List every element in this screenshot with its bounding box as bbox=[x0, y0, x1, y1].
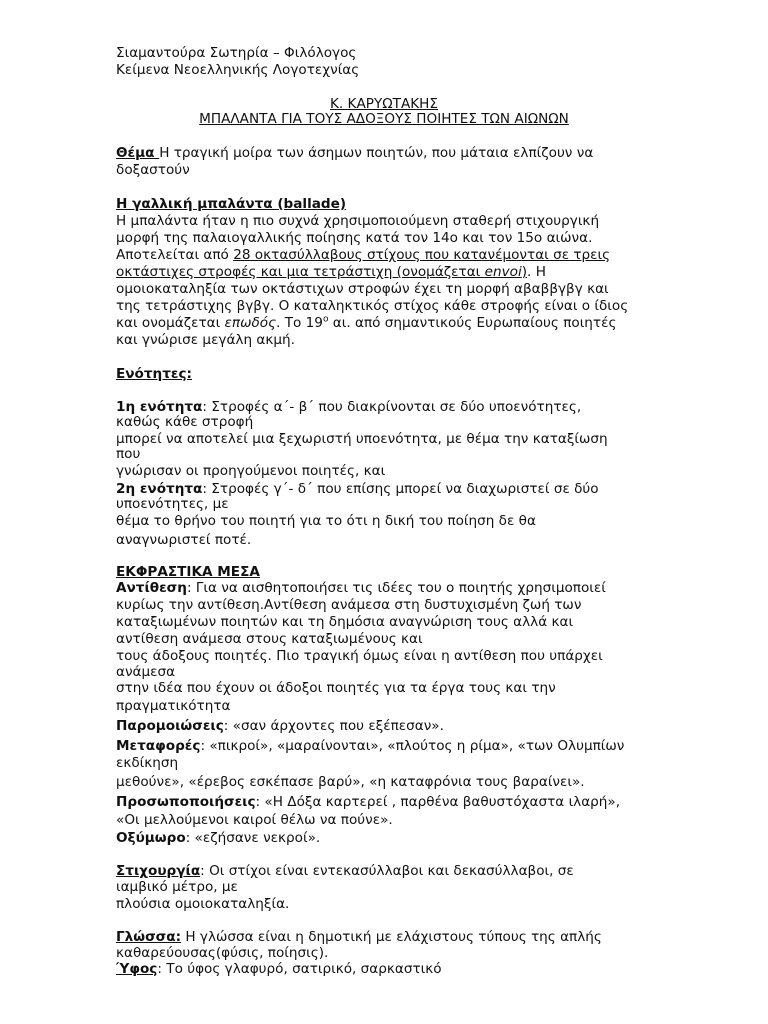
ballade-line-8: και γνώρισε μεγάλη ακμή. bbox=[116, 332, 295, 348]
metaphor-line-2: εκδίκηση bbox=[116, 755, 179, 771]
simile-text: : «σαν άρχοντες που εξέπεσαν». bbox=[223, 718, 444, 734]
ballade-line-3 bbox=[116, 247, 610, 264]
metaphor-line-1 bbox=[116, 738, 624, 755]
language-text-1: Η γλώσσα είναι η δημοτική με ελάχιστους τύπους της απλής bbox=[181, 929, 602, 945]
personification-line-2: «Οι μελλούμενοι καιροί θέλω να πούνε». bbox=[116, 812, 393, 828]
verse-line-3: πλούσια ομοιοκαταληξία. bbox=[116, 896, 290, 912]
metaphor-text-1: : «πικροί», «μαραίνονται», «πλούτος η ρίμα», «των Ολυμπίων bbox=[200, 738, 625, 754]
ballade-line-4a: οκτάστιχες στροφές και μια τετράστιχη (ονομάζεται bbox=[116, 264, 485, 280]
poem-title: ΜΠΑΛΑΝΤΑ ΓΙΑ ΤΟΥΣ ΑΔΟΞΟΥΣ ΠΟΙΗΤΕΣ ΤΩΝ ΑΙΩΝΩΝ bbox=[199, 111, 569, 127]
ballade-line-3a: Αποτελείται από bbox=[116, 247, 234, 263]
ballade-line-4c: ) bbox=[521, 264, 528, 280]
ballade-line-4b: envoi bbox=[484, 264, 522, 280]
verse-text-1: : Οι στίχοι είναι εντεκασύλλαβοι και δεκασύλλαβοι, σε bbox=[200, 863, 574, 879]
personification-line-1 bbox=[116, 794, 620, 811]
language-line-1 bbox=[116, 929, 602, 946]
verse-line-2: ιαμβικό μέτρο, με bbox=[116, 879, 238, 895]
antithesis-line-8: πραγματικότητα bbox=[116, 698, 231, 714]
ballade-line-1: Η μπαλάντα ήταν η πιο συχνά χρησιμοποιούμενη σταθερή στιχουργική bbox=[116, 213, 600, 229]
ballade-line-7c: . Το 19 bbox=[276, 315, 323, 331]
antithesis-line-1 bbox=[116, 580, 606, 597]
oxymoron-label: Οξύμωρο bbox=[116, 830, 186, 846]
personification-label: Προσωποποιήσεις bbox=[116, 794, 256, 810]
unit2-line-4: αναγνωριστεί ποτέ. bbox=[116, 532, 252, 548]
unit1-label: 1η ενότητα bbox=[116, 399, 203, 415]
ballade-line-3b: 28 οκτασύλλαβους στίχους που κατανέμονται σε τρεις bbox=[233, 247, 611, 263]
unit1-line-4: που bbox=[116, 446, 141, 462]
ballade-line-4 bbox=[116, 264, 546, 281]
antithesis-line-6: ανάμεσα bbox=[116, 664, 176, 680]
verse-line-1 bbox=[116, 863, 574, 880]
unit1-line-2: καθώς κάθε στροφή bbox=[116, 414, 254, 430]
unit2-label: 2η ενότητα bbox=[116, 481, 203, 497]
ballade-line-2: μορφή της παλαιογαλλικής ποίησης κατά τον 14ο και τον 15ο αιώνα. bbox=[116, 230, 593, 246]
author-line: Σιαμαντούρα Σωτηρία – Φιλόλογος bbox=[116, 45, 357, 61]
ballade-line-7b: επωδός bbox=[224, 315, 277, 331]
personification-text-1: : «Η Δόξα καρτερεί , παρθένα βαθυστόχαστα ιλαρή», bbox=[255, 794, 621, 810]
theme-text-1: Η τραγική μοίρα των άσημων ποιητών, που μάταια ελπίζουν να bbox=[159, 145, 594, 161]
style-line bbox=[116, 961, 442, 978]
ballade-line-6: της τετράστιχης βγβγ. Ο καταληκτικός στίχος κάθε στροφής είναι ο ίδιος bbox=[116, 298, 629, 314]
oxymoron-line bbox=[116, 830, 320, 847]
style-label: Ύφος bbox=[116, 961, 158, 977]
theme-line-1 bbox=[116, 145, 593, 162]
antithesis-line-4: αντίθεση ανάμεσα στους καταξιωμένους και bbox=[116, 631, 423, 647]
ballade-heading: Η γαλλική μπαλάντα (ballade) bbox=[116, 196, 347, 212]
antithesis-label: Αντίθεση bbox=[116, 580, 187, 596]
ballade-line-5: ομοιοκαταληξία των οκτάστιχων στροφών έχει τη μορφή αβαββγβγ και bbox=[116, 281, 609, 297]
units-heading: Ενότητες: bbox=[116, 366, 192, 382]
unit1-text-1: : Στροφές α΄- β΄ που διακρίνονται σε δύο υποενότητες, bbox=[202, 399, 582, 415]
antithesis-line-3: καταξιωμένων ποιητών και τη δημόσια αναγνώριση τους αλλά και bbox=[116, 614, 574, 630]
style-text: : Το ύφος γλαφυρό, σατιρικό, σαρκαστικό bbox=[157, 961, 442, 977]
language-label: Γλώσσα: bbox=[116, 929, 182, 945]
language-line-2: καθαρεύουσας(φύσις, ποίησις). bbox=[116, 945, 329, 961]
theme-label: Θέμα bbox=[116, 145, 160, 161]
metaphor-line-3: μεθούνε», «έρεβος εσκέπασε βαρύ», «η καταφρόνια τους βαραίνει». bbox=[116, 774, 585, 790]
antithesis-line-7: στην ιδέα που έχουν οι άδοξοι ποιητές για τα έργα τους και την bbox=[116, 680, 556, 696]
antithesis-text-1: : Για να αισθητοποιήσει τις ιδέες του ο ποιητής χρησιμοποιεί bbox=[186, 580, 606, 596]
ballade-line-7d: αι. από σημαντικούς Ευρωπαίους ποιητές bbox=[328, 315, 617, 331]
poet-title: Κ. ΚΑΡΥΩΤΑΚΗΣ bbox=[330, 96, 438, 112]
theme-line-2: δοξαστούν bbox=[116, 162, 190, 178]
unit2-text-1: : Στροφές γ΄- δ΄ που επίσης μπορεί να διαχωριστεί σε δύο bbox=[202, 481, 599, 497]
unit2-line-2: υποενότητες, με bbox=[116, 496, 229, 512]
antithesis-line-5: τους άδοξους ποιητές. Πιο τραγική όμως είναι η αντίθεση που υπάρχει bbox=[116, 648, 603, 664]
course-line: Κείμενα Νεοελληνικής Λογοτεχνίας bbox=[116, 62, 360, 78]
unit1-line-5: γνώρισαν οι προηγούμενοι ποιητές, και bbox=[116, 463, 386, 479]
antithesis-line-2: κυρίως την αντίθεση.Αντίθεση ανάμεσα στη δυστυχισμένη ζωή των bbox=[116, 597, 582, 613]
devices-heading: ΕΚΦΡΑΣΤΙΚΑ ΜΕΣΑ bbox=[116, 564, 260, 580]
unit1-line-3: μπορεί να αποτελεί μια ξεχωριστή υποενότητα, με θέμα την καταξίωση bbox=[116, 431, 608, 447]
metaphor-label: Μεταφορές bbox=[116, 738, 201, 754]
simile-line bbox=[116, 718, 444, 735]
verse-label: Στιχουργία bbox=[116, 863, 201, 879]
ballade-line-7a: και ονομάζεται bbox=[116, 315, 225, 331]
unit2-line-3: θέμα το θρήνο του ποιητή για το ότι η δική του ποίηση δε θα bbox=[116, 513, 536, 529]
simile-label: Παρομοιώσεις bbox=[116, 718, 224, 734]
ballade-line-4d: . Η bbox=[527, 264, 546, 280]
oxymoron-text: : «εζήσανε νεκροί». bbox=[185, 830, 321, 846]
ballade-line-7 bbox=[116, 315, 616, 332]
ballade-line-7sup: ο bbox=[322, 314, 329, 325]
